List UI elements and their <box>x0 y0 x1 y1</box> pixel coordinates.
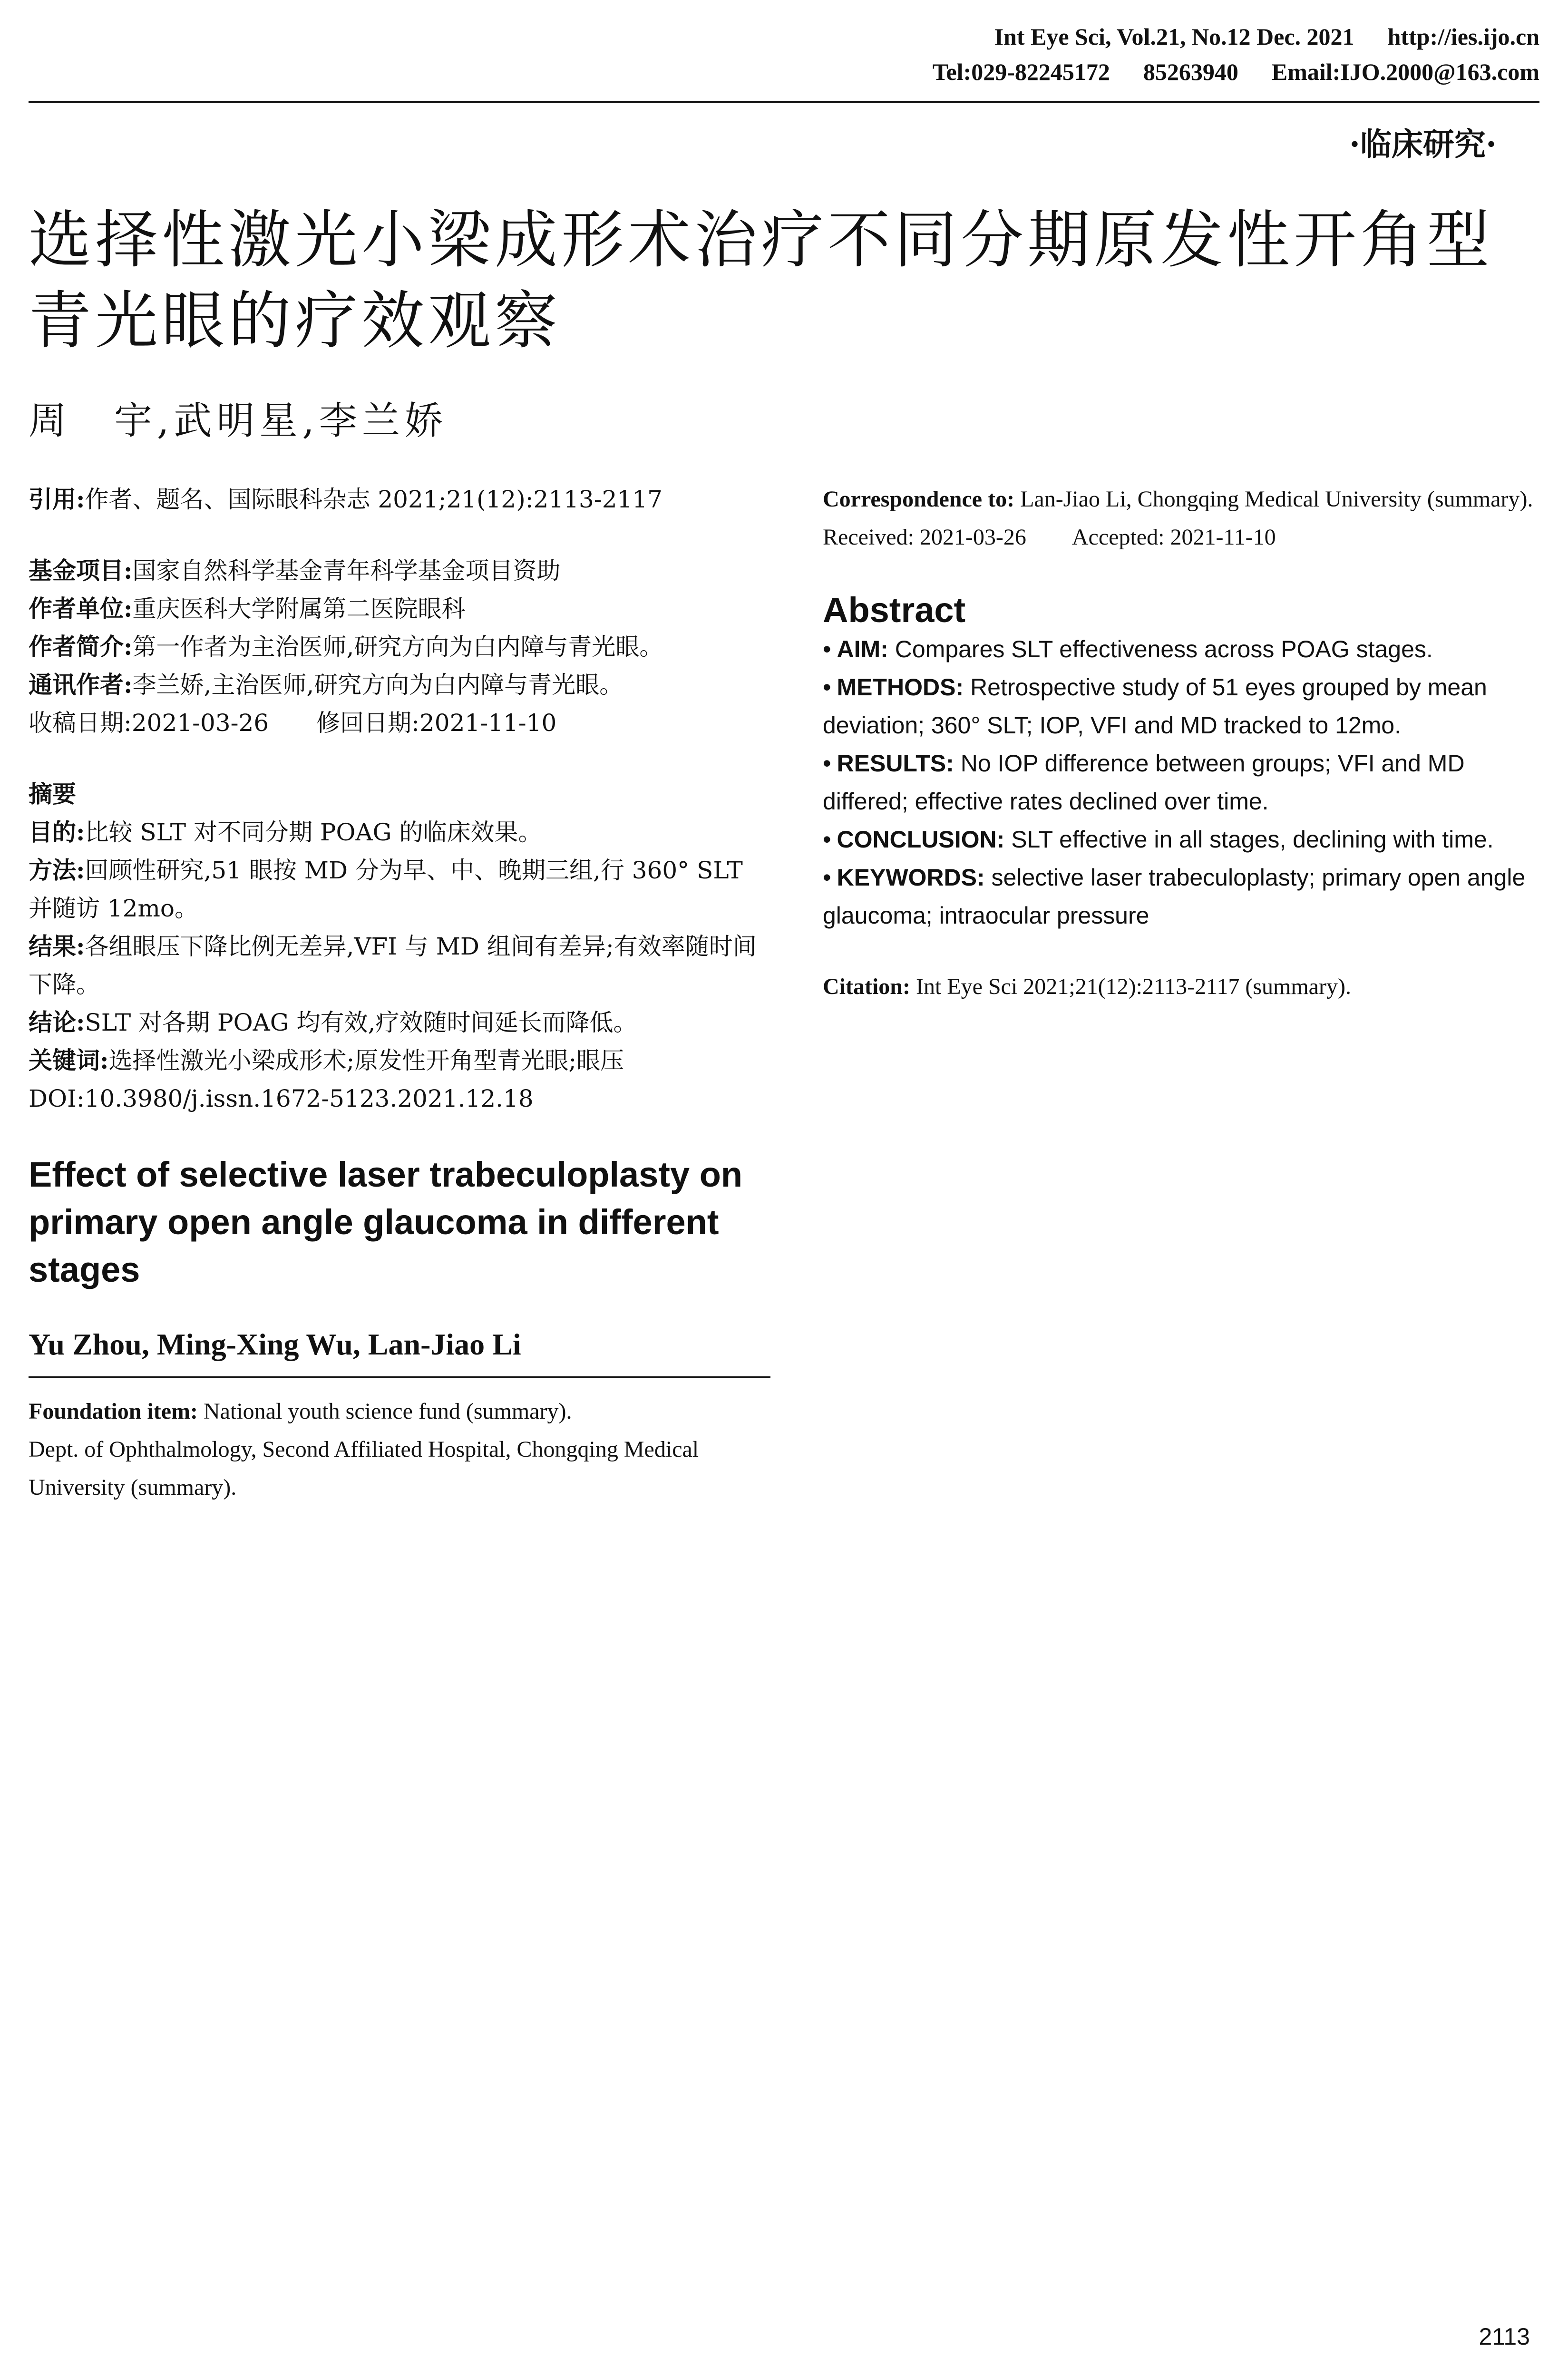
header-rule <box>29 101 1539 103</box>
doi[interactable]: DOI:10.3980/j.issn.1672-5123.2021.12.18 <box>29 1085 534 1112</box>
email[interactable]: Email:IJO.2000@163.com <box>1271 58 1539 85</box>
methods-en: • METHODS: Retrospective study of 51 eyes grouped by mean deviation; 360° SLT; IOP, VFI and MD tracked to 12mo. <box>823 674 1487 739</box>
objective-cn: 目的:比较 SLT 对不同分期 POAG 的临床效果。 <box>29 818 542 846</box>
citation-cn: 引用:作者、题名、国际眼科杂志 2021;21(12):2113-2117 <box>29 485 662 513</box>
left-column <box>29 480 770 1507</box>
abstract-head-cn: 摘要 <box>29 780 76 808</box>
english-authors: Yu Zhou, Ming-Xing Wu, Lan-Jiao Li <box>29 1327 521 1361</box>
journal-header <box>933 19 1539 89</box>
tel2: 85263940 <box>1143 58 1238 85</box>
tel: Tel:029-82245172 <box>932 58 1110 85</box>
abstract-head-en: Abstract <box>823 590 966 630</box>
fund-cn: 基金项目:国家自然科学基金青年科学基金项目资助 <box>29 556 561 585</box>
dates-cn: 收稿日期:2021-03-26 修回日期:2021-11-10 <box>29 709 557 737</box>
methods-cn: 方法:回顾性研究,51 眼按 MD 分为早、中、晚期三组,行 360° SLT 并随访 12mo。 <box>29 856 743 922</box>
corr-cn: 通讯作者:李兰娇,主治医师,研究方向为白内障与青光眼。 <box>29 671 623 699</box>
citation-en: Citation: Int Eye Sci 2021;21(12):2113-2117 (summary). <box>823 974 1351 999</box>
aim-en: • AIM: Compares SLT effectiveness across POAG stages. <box>823 636 1433 662</box>
keywords-cn: 关键词:选择性激光小梁成形术;原发性开角型青光眼;眼压 <box>29 1046 624 1074</box>
results-en: • RESULTS: No IOP difference between groups; VFI and MD differed; effective rates declined over time. <box>823 750 1465 815</box>
page-number: 2113 <box>1479 2323 1530 2350</box>
section-tag: ·临床研究· <box>1349 126 1497 163</box>
journal-url[interactable]: http://ies.ijo.cn <box>1387 23 1539 50</box>
received-accepted: Received: 2021-03-26 Accepted: 2021-11-10 <box>823 525 1276 550</box>
journal-line: Int Eye Sci, Vol.21, No.12 Dec. 2021 <box>994 23 1354 50</box>
results-cn: 结果:各组眼压下降比例无差异,VFI 与 MD 组间有差异;有效率随时间下降。 <box>29 932 757 998</box>
english-title: Effect of selective laser trabeculoplasty on primary open angle glaucoma in different stages <box>29 1155 743 1289</box>
correspondence-en: Correspondence to: Lan-Jiao Li, Chongqing Medical University (summary). <box>823 487 1533 512</box>
conclusion-en: • CONCLUSION: SLT effective in all stages, declining with time. <box>823 826 1494 853</box>
paper-title: 选择性激光小梁成形术治疗不同分期原发性开角型青光眼的疗效观察 <box>29 204 1493 358</box>
foundation-en: Foundation item: National youth science fund (summary). <box>29 1399 572 1424</box>
bio-cn: 作者简介:第一作者为主治医师,研究方向为白内障与青光眼。 <box>29 633 663 661</box>
right-column <box>823 480 1541 1006</box>
unit-cn: 作者单位:重庆医科大学附属第二医院眼科 <box>29 594 466 623</box>
department-en: Dept. of Ophthalmology, Second Affiliated Hospital, Chongqing Medical University (summary). <box>29 1437 699 1500</box>
authors-cn: 周 宇,武明星,李兰娇 <box>29 399 448 443</box>
keywords-en: • KEYWORDS: selective laser trabeculoplasty; primary open angle glaucoma; intraocular pressure <box>823 864 1526 929</box>
conclusion-cn: 结论:SLT 对各期 POAG 均有效,疗效随时间延长而降低。 <box>29 1008 637 1036</box>
